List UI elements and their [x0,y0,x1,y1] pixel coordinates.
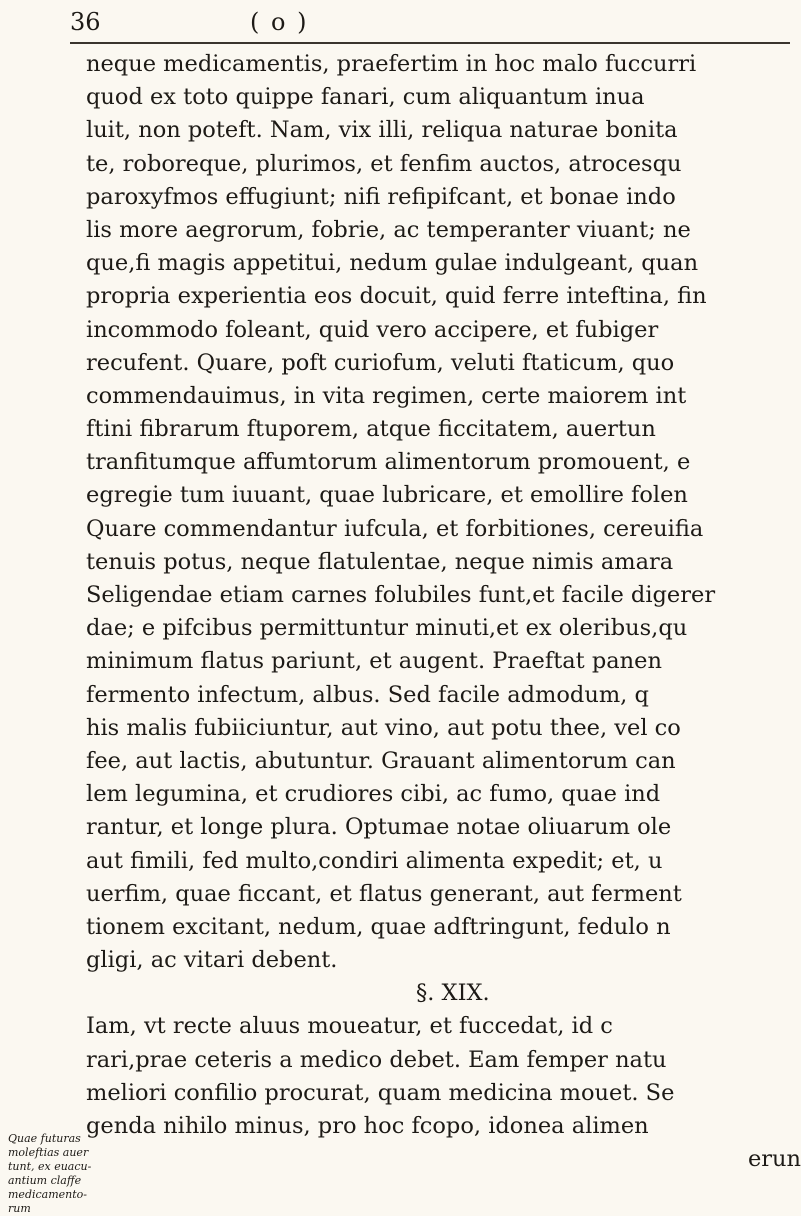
text-line: lis more aegrorum, fobrie, ac temperanter viuant; ne [86,216,691,243]
text-line: Seligendae etiam carnes folubiles funt,et facile digerer [86,582,716,608]
text-line: meliori confilio procurat, quam medicina mouet. Se [86,1079,675,1106]
text-line: que,fi magis appetitui, nedum gulae indulgeant, quan [86,250,699,277]
text-line: genda nihilo minus, pro hoc fcopo, idonea alimen [86,1113,649,1139]
text-line: fermento infectum, albus. Sed facile admodum, q [86,681,649,708]
text-line: minimum flatus pariunt, et augent. Praeftat panen [86,648,662,675]
text-line: te, roboreque, plurimos, et fenfim auctos, atrocesqu [86,150,682,177]
section-heading: §. XIX. [416,980,490,1007]
header-ornament: ( o ) [250,8,309,36]
text-line: gligi, ac vitari debent. [86,947,338,974]
text-line: lem legumina, et crudiores cibi, ac fumo, quae ind [86,781,661,808]
text-line: commendauimus, in vita regimen, certe maiorem int [86,382,687,409]
text-line: uerfim, quae ficcant, et flatus generant, aut ferment [86,880,682,907]
text-line: his malis fubiiciuntur, aut vino, aut potu thee, vel co [86,714,681,741]
margin-note-line: moleftias auer [8,1146,89,1159]
text-line: propria experientia eos docuit, quid ferre inteftina, fin [86,283,707,310]
text-line: neque medicamentis, praefertim in hoc malo fuccurri [86,51,697,77]
text-line: recufent. Quare, poft curiofum, veluti ftaticum, quo [86,349,675,376]
text-line: aut fimili, fed multo,condiri alimenta expedit; et, u [86,847,663,874]
page-number: 36 [70,8,101,36]
text-line: rantur, et longe plura. Optumae notae oliuarum ole [86,814,672,841]
margin-note [8,1132,98,1216]
text-line: paroxyfmos effugiunt; nifi refipifcant, et bonae indo [86,183,676,210]
text-line: egregie tum iuuant, quae lubricare, et emollire folen [86,482,688,509]
text-line: luit, non poteft. Nam, vix illi, reliqua naturae bonita [86,117,678,144]
text-line: tionem excitant, nedum, quae adftringunt, fedulo n [86,913,671,940]
text-line: ftini fibrarum ftuporem, atque ficcitatem, auertun [86,416,656,443]
text-line: Iam, vt recte aluus moueatur, et fuccedat, id c [86,1013,613,1040]
margin-note-line: tunt, ex euacu- [8,1160,92,1173]
text-line: Quare commendantur iufcula, et forbitiones, cereuifia [86,515,704,542]
margin-note-line: rum [8,1202,31,1215]
text-line: tranfitumque affumtorum alimentorum promouent, e [86,449,691,476]
text-line: tenuis potus, neque flatulentae, neque nimis amara [86,548,674,575]
margin-note-line: Quae futuras [8,1132,81,1145]
margin-note-line: medicamento- [8,1188,88,1201]
text-line: quod ex toto quippe fanari, cum aliquantum inua [86,84,645,111]
header-rule [70,42,790,44]
page-header [70,6,790,38]
text-line: dae; e pifcibus permittuntur minuti,et ex oleribus,qu [86,615,688,642]
text-line: erun [747,1146,801,1173]
margin-note-line: antium claffe [8,1174,82,1187]
body-text [86,48,801,1176]
text-line: incommodo foleant, quid vero accipere, et fubiger [86,316,659,343]
text-line: rari,prae ceteris a medico debet. Eam femper natu [86,1046,667,1073]
text-line: fee, aut lactis, abutuntur. Grauant alimentorum can [86,747,676,774]
